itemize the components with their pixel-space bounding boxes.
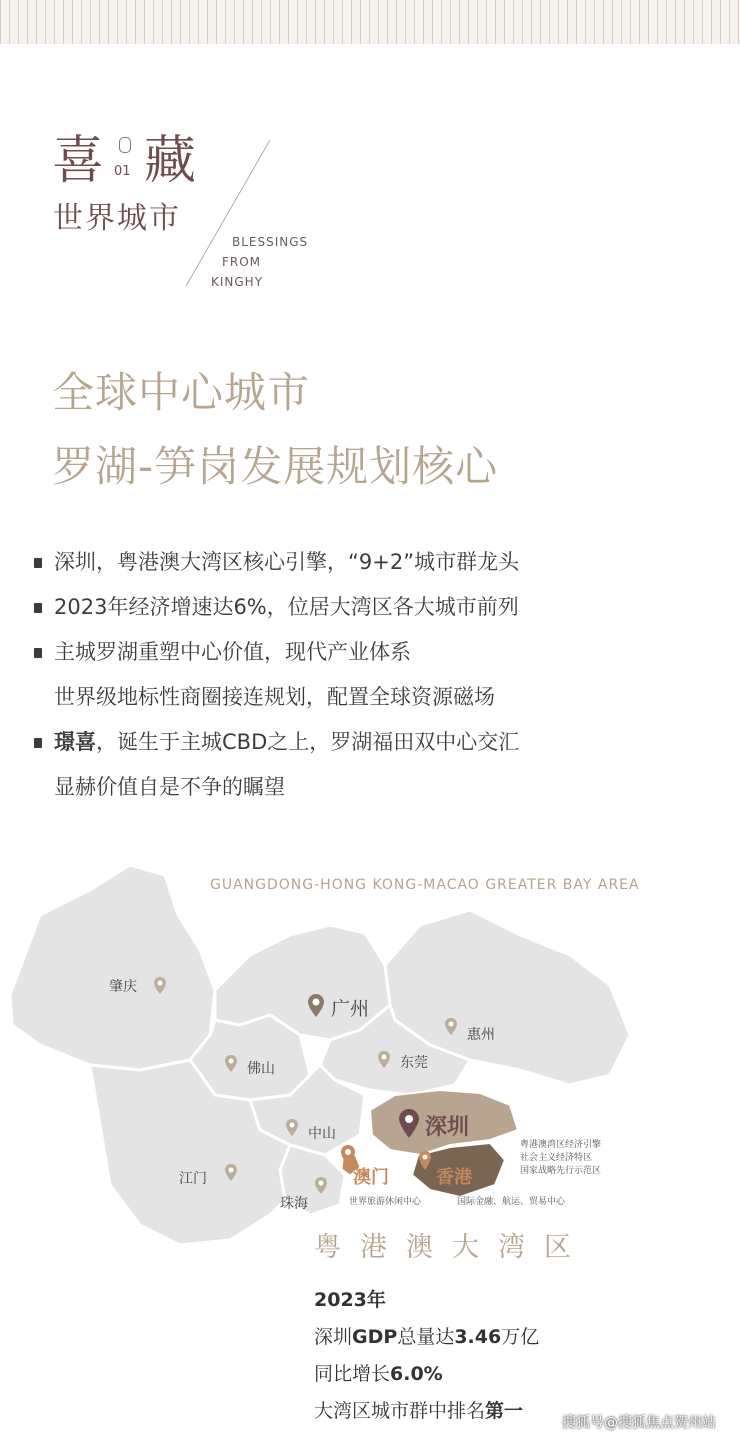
bullet-item xyxy=(34,540,519,585)
stats-text: 同比增长 xyxy=(314,1363,391,1385)
map-pin-icon xyxy=(377,1050,391,1070)
bullet-list xyxy=(34,540,519,810)
blessing-line-2: FROM xyxy=(222,255,262,269)
bullet-icon xyxy=(34,648,42,658)
headline-line-2: 罗湖-笋岗发展规划核心 xyxy=(52,442,499,491)
bullet-icon xyxy=(34,603,42,613)
blessing-line-1: BLESSINGS xyxy=(232,235,309,249)
bullet-text: 世界级地标性商圈接连规划，配置全球资源磁场 xyxy=(54,685,495,709)
stats-text: 深圳 xyxy=(314,1326,353,1348)
stats-block xyxy=(314,1282,539,1430)
headline-line-1: 全球中心城市 xyxy=(52,368,311,417)
watermark: 搜狐号@搜狐焦点贺州站 xyxy=(562,1415,716,1431)
bullet-icon xyxy=(34,558,42,568)
city-label-huizhou: 惠州 xyxy=(467,1027,495,1043)
bullet-text: 主城罗湖重塑中心价值，现代产业体系 xyxy=(54,640,411,664)
bullet-item xyxy=(34,720,519,765)
shenzhen-note: 社会主义经济特区 xyxy=(520,1153,593,1163)
bullet-strong-text: 璟喜 xyxy=(54,730,96,754)
blessing-line-3: KINGHY xyxy=(211,275,264,289)
hongkong-note: 国际金融、航运、贸易中心 xyxy=(457,1197,566,1207)
city-label-macao: 澳门 xyxy=(353,1167,389,1188)
map-pin-icon xyxy=(307,993,325,1019)
bullet-text: ，诞生于主城CBD之上，罗湖福田双中心交汇 xyxy=(96,730,520,754)
shenzhen-note: 国家战略先行示范区 xyxy=(520,1166,602,1176)
map-pin-icon xyxy=(224,1054,238,1074)
map-pin-icon xyxy=(153,976,167,996)
bullet-text: 显赫价值自是不争的瞩望 xyxy=(54,775,285,799)
map-pin-icon xyxy=(444,1017,458,1037)
city-label-zhaoqing: 肇庆 xyxy=(109,979,137,995)
map-pin-icon xyxy=(224,1163,238,1183)
map-pin-icon xyxy=(285,1118,299,1138)
bullet-icon xyxy=(34,738,42,748)
subtitle: 世界城市 xyxy=(53,201,181,236)
stats-text: 万亿 xyxy=(501,1326,540,1348)
stats-growth-line xyxy=(314,1356,539,1393)
stats-strong: 第一 xyxy=(485,1400,524,1422)
bullet-text: 2023年经济增速达6%，位居大湾区各大城市前列 xyxy=(54,595,519,619)
stats-rank-line xyxy=(314,1393,539,1430)
stats-strong: GDP xyxy=(352,1326,398,1348)
bullet-continuation xyxy=(34,765,519,810)
city-label-hongkong: 香港 xyxy=(436,1167,472,1188)
city-label-zhongshan: 中山 xyxy=(308,1126,336,1142)
city-label-zhuhai: 珠海 xyxy=(280,1196,308,1212)
bullet-continuation xyxy=(34,675,519,720)
bay-area-map xyxy=(0,855,740,1285)
bullet-text: 深圳，粤港澳大湾区核心引擎，“9+2”城市群龙头 xyxy=(54,550,520,574)
stats-year: 2023年 xyxy=(314,1289,386,1311)
emblem-icon xyxy=(119,137,131,153)
bullet-item xyxy=(34,630,519,675)
map-pin-icon xyxy=(398,1108,420,1140)
title-char-xi: 喜 xyxy=(52,131,105,191)
shenzhen-note: 粤港澳湾区经济引擎 xyxy=(520,1140,602,1150)
section-number: 01 xyxy=(114,164,131,179)
city-label-jiangmen: 江门 xyxy=(179,1171,207,1187)
map-pin-icon xyxy=(418,1150,432,1172)
stats-text: 总量达 xyxy=(397,1326,455,1348)
city-label-shenzhen: 深圳 xyxy=(425,1115,470,1140)
title-char-cang: 藏 xyxy=(144,131,197,191)
map-pin-icon xyxy=(314,1176,328,1196)
map-title: GUANGDONG-HONG KONG-MACAO GREATER BAY AREA xyxy=(210,877,640,893)
stats-gdp-line xyxy=(314,1319,539,1356)
stats-text: 大湾区城市群中排名 xyxy=(314,1400,486,1422)
city-label-dongguan: 东莞 xyxy=(400,1055,428,1071)
region-title: 粤港澳大湾区 xyxy=(314,1232,590,1263)
bullet-item xyxy=(34,585,519,630)
stats-strong: 3.46 xyxy=(454,1326,502,1348)
stats-strong: 6.0% xyxy=(390,1363,443,1385)
city-label-guangzhou: 广州 xyxy=(331,998,370,1020)
region-zhaoqing xyxy=(10,865,215,1070)
macao-note: 世界旅游休闲中心 xyxy=(349,1197,422,1207)
city-label-foshan: 佛山 xyxy=(247,1061,275,1077)
region-guangzhou xyxy=(215,925,390,1040)
decorative-top-band xyxy=(0,0,740,44)
